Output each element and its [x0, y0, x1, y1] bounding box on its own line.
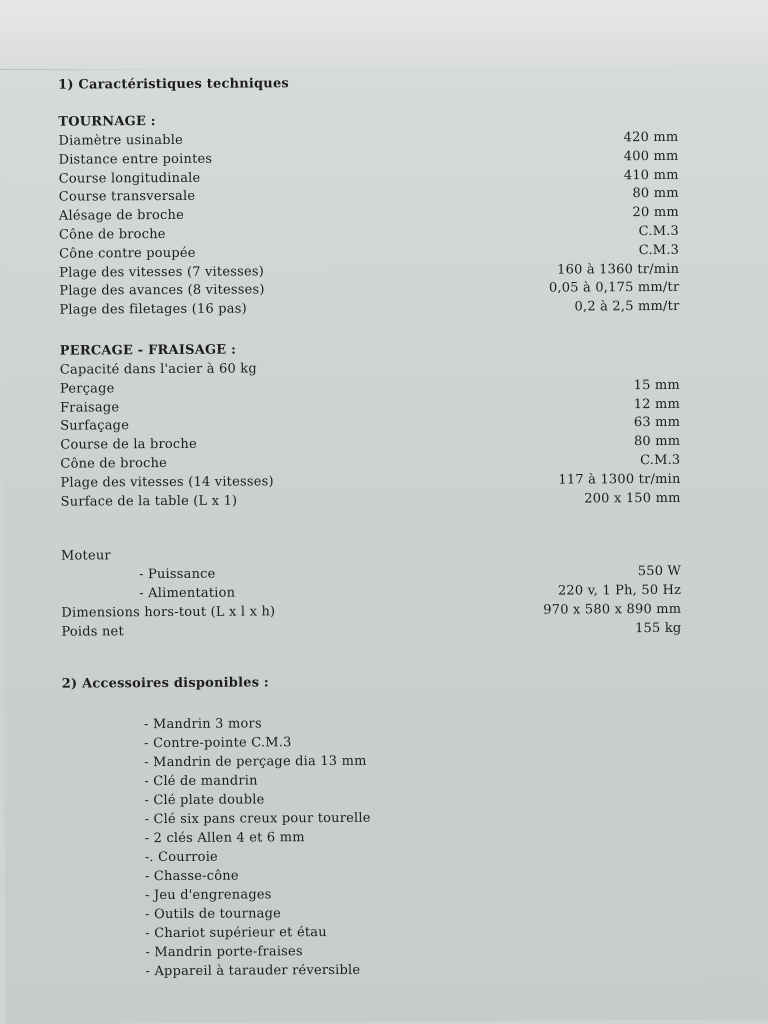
list-item: - Appareil à tarauder réversible [145, 963, 361, 980]
list-item: - Contre-pointe C.M.3 [144, 735, 292, 752]
spec-label: - Alimentation [139, 585, 236, 602]
spec-label: Poids net [61, 623, 124, 640]
spec-value: 400 mm [623, 148, 679, 164]
spec-value: 410 mm [623, 167, 679, 183]
spec-label: Plage des vitesses (14 vitesses) [60, 474, 274, 491]
spec-label: Moteur [60, 548, 111, 564]
percage-title: PERCAGE - FRAISAGE : [59, 342, 237, 359]
spec-value: 420 mm [623, 129, 679, 146]
list-item: -. Courroie [144, 850, 218, 866]
spec-value: C.M.3 [638, 223, 680, 240]
list-item: - Clé six pans creux pour tourelle [144, 811, 371, 828]
list-item: - Clé plate double [144, 792, 265, 809]
spec-label: Capacité dans l'acier à 60 kg [59, 361, 257, 378]
spec-value: C.M.3 [638, 242, 680, 258]
spec-value: 220 v, 1 Ph, 50 Hz [557, 582, 682, 599]
moteur-specs [61, 545, 684, 643]
spec-value: 80 mm [633, 434, 681, 450]
document-content [58, 74, 686, 984]
tournage-title: TOURNAGE : [58, 114, 156, 130]
spec-label: Surface de la table (L x 1) [60, 493, 238, 510]
document-page [0, 65, 768, 1024]
spec-value: 550 W [637, 563, 682, 580]
spec-value: C.M.3 [640, 452, 681, 469]
spec-label: Cône de broche [58, 226, 166, 243]
spec-label: Surfaçage [60, 418, 130, 434]
spec-label: Alésage de broche [58, 208, 185, 224]
spec-label: - Puissance [139, 566, 216, 583]
spec-label: Cône de broche [60, 455, 168, 472]
spec-label: Course transversale [58, 189, 196, 206]
spec-label: Plage des vitesses (7 vitesses) [59, 263, 265, 281]
list-item: - Chariot supérieur et étau [145, 925, 327, 942]
list-item: - 2 clés Allen 4 et 6 mm [144, 830, 305, 847]
spec-label: Course de la broche [60, 436, 197, 453]
spec-value: 80 mm [632, 186, 679, 202]
list-item: - Jeu d'engrenages [145, 887, 272, 904]
spec-value: 155 kg [635, 620, 682, 636]
tournage-specs [58, 130, 681, 322]
spec-value: 15 mm [633, 377, 680, 393]
section2-heading: 2) Accessoires disponibles : [61, 675, 269, 692]
list-item: - Mandrin 3 mors [143, 716, 262, 733]
spec-value: 12 mm [633, 396, 681, 412]
list-item: - Clé de mandrin [144, 773, 258, 790]
list-item: - Outils de tournage [145, 906, 282, 923]
list-item: - Mandrin porte-fraises [145, 944, 303, 961]
spec-value: 200 x 150 mm [584, 490, 681, 506]
list-item: - Chasse-cône [144, 868, 239, 885]
spec-value: 970 x 580 x 890 mm [543, 601, 682, 618]
spec-label: Course longitudinale [58, 170, 201, 187]
spec-label: Plage des avances (8 vitesses) [59, 282, 265, 300]
spec-label: Fraisage [60, 399, 120, 416]
percage-specs [60, 359, 683, 513]
section1-heading: 1) Caractéristiques techniques [58, 76, 289, 93]
spec-value: 0,05 à 0,175 mm/tr [548, 280, 680, 297]
spec-label: Diamètre usinable [58, 132, 183, 149]
spec-value: 117 à 1300 tr/min [558, 471, 681, 488]
spec-value: 20 mm [632, 205, 679, 221]
accessories-list [62, 714, 686, 984]
spec-label: Dimensions hors-tout (L x l x h) [61, 604, 276, 621]
spec-value: 160 à 1360 tr/min [557, 261, 680, 278]
spec-label: Distance entre pointes [58, 151, 213, 168]
spec-value: 0,2 à 2,5 mm/tr [574, 299, 680, 315]
spec-label: Cône contre poupée [59, 245, 196, 262]
spec-label: Perçage [59, 381, 115, 397]
list-item: - Mandrin de perçage dia 13 mm [144, 754, 367, 771]
spec-value: 63 mm [633, 415, 681, 431]
spec-label: Plage des filetages (16 pas) [59, 301, 247, 318]
